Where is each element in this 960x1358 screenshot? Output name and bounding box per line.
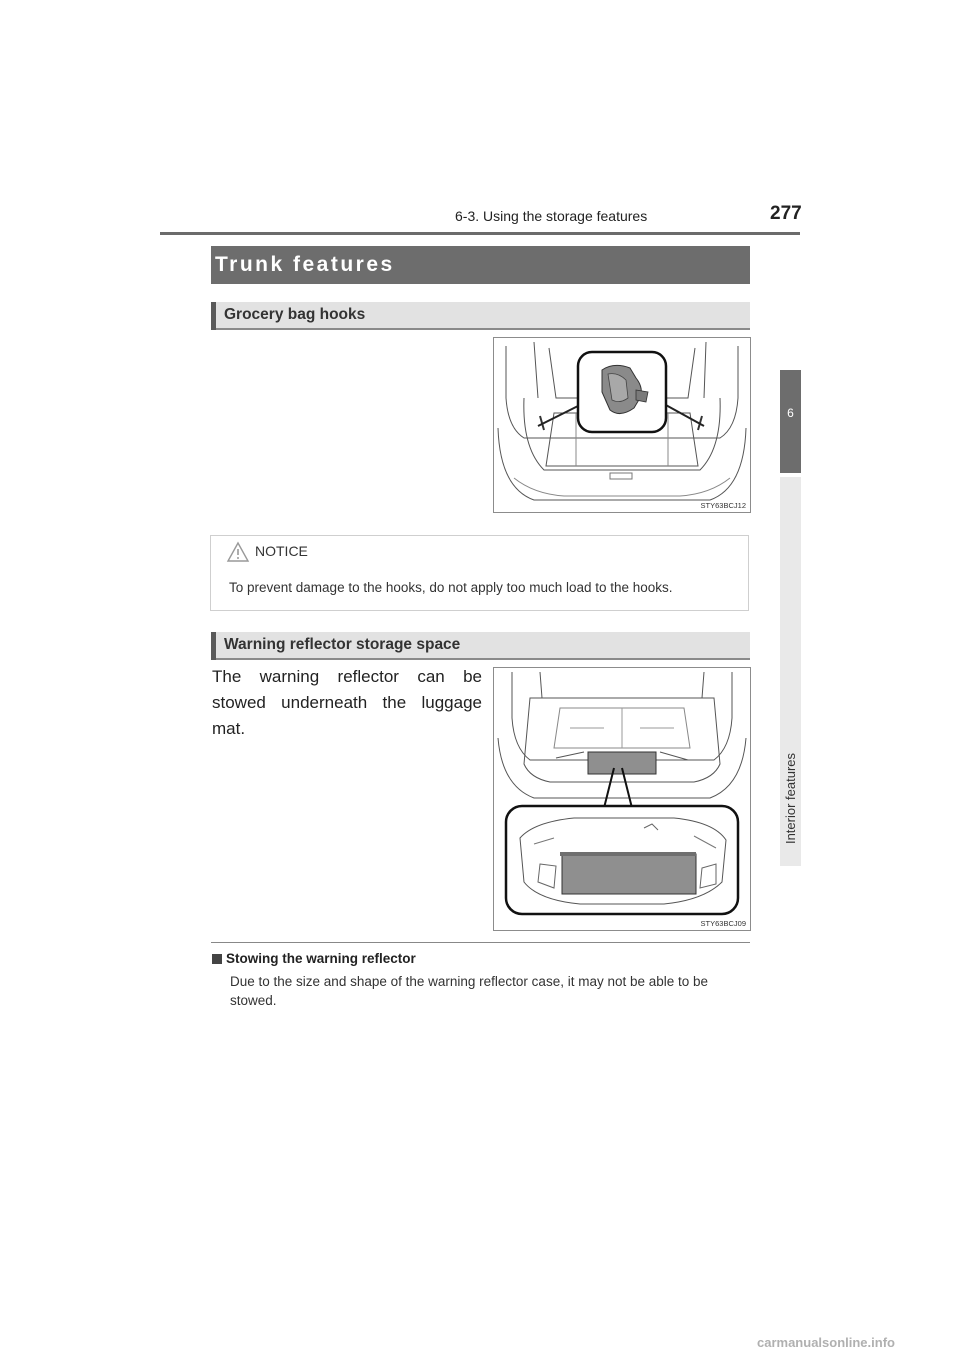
figure-code: STY63BCJ12 xyxy=(700,501,746,510)
notice-label: NOTICE xyxy=(255,543,308,559)
reflector-storage-label: Warning reflector storage space xyxy=(224,636,461,653)
chapter-tab xyxy=(780,477,801,866)
reflector-storage-heading xyxy=(211,632,750,660)
square-bullet-icon xyxy=(212,954,222,964)
content-divider xyxy=(211,942,750,943)
notice-text: To prevent damage to the hooks, do not apply too much load to the hooks. xyxy=(229,580,673,595)
warning-triangle-icon xyxy=(226,541,250,563)
grocery-hooks-label: Grocery bag hooks xyxy=(224,306,366,323)
reflector-storage-figure xyxy=(493,667,751,931)
watermark: carmanualsonline.info xyxy=(757,1335,895,1350)
reflector-storage-illustration xyxy=(494,668,750,930)
grocery-hooks-heading xyxy=(211,302,750,330)
stowing-text: Due to the size and shape of the warning reflector case, it may not be able to be stowed. xyxy=(230,974,709,1008)
trunk-hooks-illustration xyxy=(494,338,750,512)
grocery-hooks-figure xyxy=(493,337,751,513)
stowing-heading-text: Stowing the warning reflector xyxy=(226,951,416,966)
page-number: 277 xyxy=(770,203,802,224)
header-rule xyxy=(160,232,800,235)
chapter-tab-label: Interior features xyxy=(783,752,798,844)
section-title-bar xyxy=(211,246,750,284)
notice-box xyxy=(210,535,749,611)
figure-code: STY63BCJ09 xyxy=(700,919,746,928)
stowing-heading xyxy=(212,951,416,966)
page-title: Trunk features xyxy=(215,253,395,276)
running-head: 6-3. Using the storage features xyxy=(455,208,648,224)
chapter-tab-number: 6 xyxy=(780,370,801,473)
reflector-body-text: The warning reflector can be stowed underneath the luggage mat. xyxy=(212,667,482,738)
